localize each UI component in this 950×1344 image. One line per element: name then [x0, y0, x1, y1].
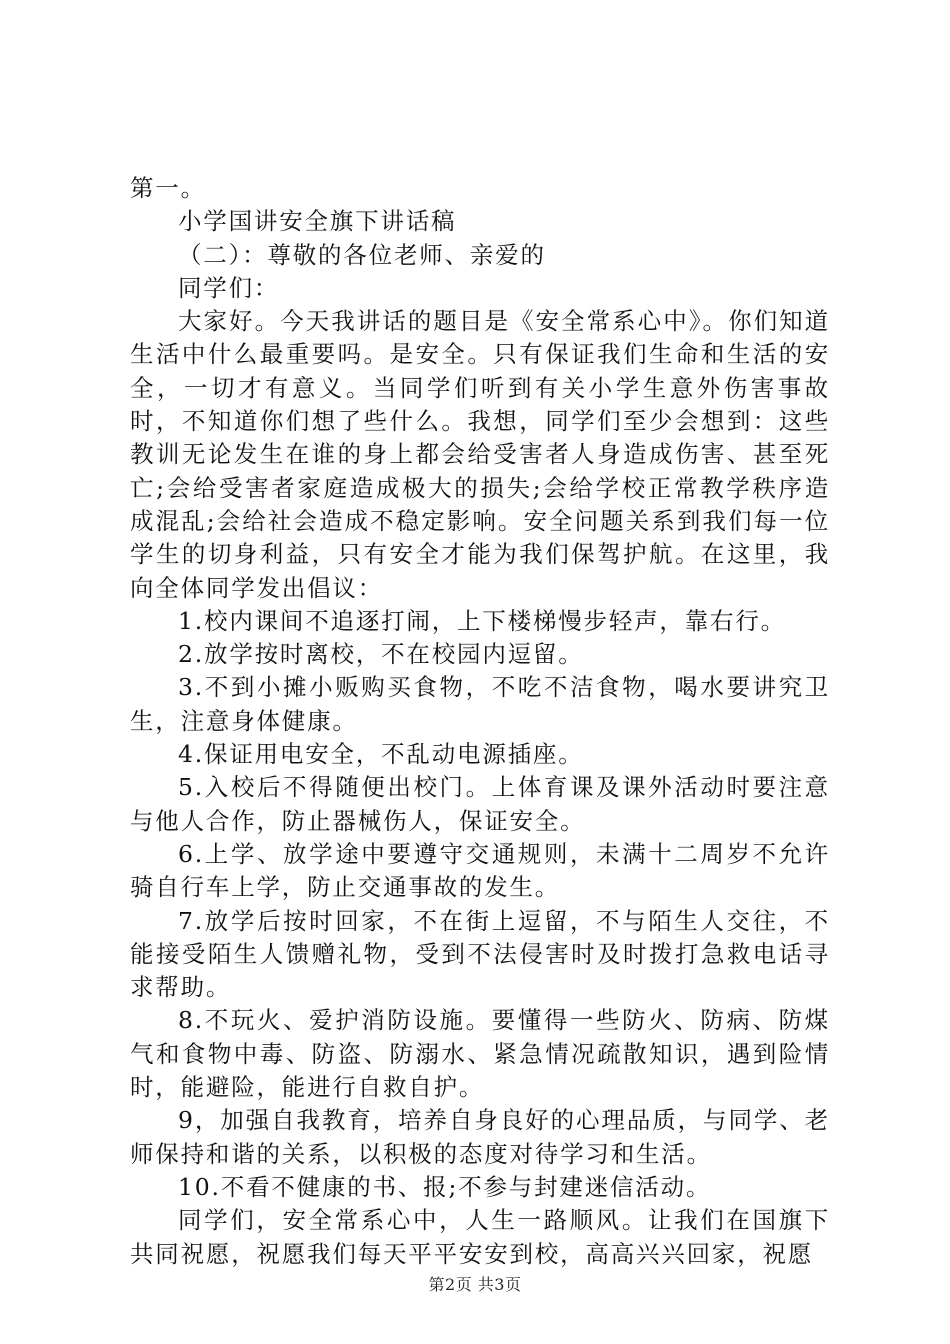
paragraph-heading-first: 第一。 — [130, 174, 206, 202]
document-body — [130, 172, 830, 1271]
paragraph-item-3: 3.不到小摊小贩购买食物，不吃不洁食物，喝水要讲究卫生，注意身体健康。 — [130, 673, 830, 735]
paragraph-item-8: 8.不玩火、爱护消防设施。要懂得一些防火、防病、防煤气和食物中毒、防盗、防溺水、紧急情况疏散知识，遇到险情时，能避险，能进行自救自护。 — [130, 1006, 830, 1102]
paragraph-title: 小学国讲安全旗下讲话稿 — [178, 207, 457, 236]
paragraph-item-5: 5.入校后不得随便出校门。上体育课及课外活动时要注意与他人合作，防止器械伤人，保证安全。 — [130, 773, 830, 835]
paragraph-item-1: 1.校内课间不追逐打闹，上下楼梯慢步轻声，靠右行。 — [178, 606, 786, 635]
paragraph-salutation: （二）：尊敬的各位老师、亲爱的 — [178, 240, 546, 269]
paragraph-intro: 大家好。今天我讲话的题目是《安全常系心中》。你们知道生活中什么最重要吗。是安全。只有保证我们生命和生活的安全，一切才有意义。当同学们听到有关小学生意外伤害事故时，不知道你们想了些什么。我想，同学们至少会想到：这些教训无论发生在谁的身上都会给受害者人身造成伤害、甚至死亡;会给受害者家庭造成极大的损失;会给学校正常教学秩序造成混乱;会给社会造成不稳定影响。安全问题关系到我们每一位学生的切身利益，只有安全才能为我们保驾护航。在这里，我向全体同学发出倡议： — [130, 307, 830, 602]
paragraph-salutation-students: 同学们： — [178, 273, 280, 302]
paragraph-item-10: 10.不看不健康的书、报;不参与封建迷信活动。 — [178, 1172, 712, 1201]
paragraph-closing: 同学们，安全常系心中，人生一路顺风。让我们在国旗下共同祝愿，祝愿我们每天平平安安到校，高高兴兴回家，祝愿 — [130, 1206, 830, 1268]
paragraph-item-4: 4.保证用电安全，不乱动电源插座。 — [178, 740, 584, 769]
paragraph-item-2: 2.放学按时离校，不在校园内逗留。 — [178, 640, 584, 669]
page-number-footer: 第2页 共3页 — [428, 1275, 522, 1294]
paragraph-item-9: 9，加强自我教育，培养自身良好的心理品质，与同学、老师保持和谐的关系，以积极的态度对待学习和生活。 — [130, 1106, 830, 1168]
paragraph-item-7: 7.放学后按时回家，不在街上逗留，不与陌生人交往，不能接受陌生人馈赠礼物，受到不法侵害时及时拨打急救电话寻求帮助。 — [130, 906, 830, 1002]
paragraph-item-6: 6.上学、放学途中要遵守交通规则，未满十二周岁不允许骑自行车上学，防止交通事故的发生。 — [130, 839, 830, 902]
